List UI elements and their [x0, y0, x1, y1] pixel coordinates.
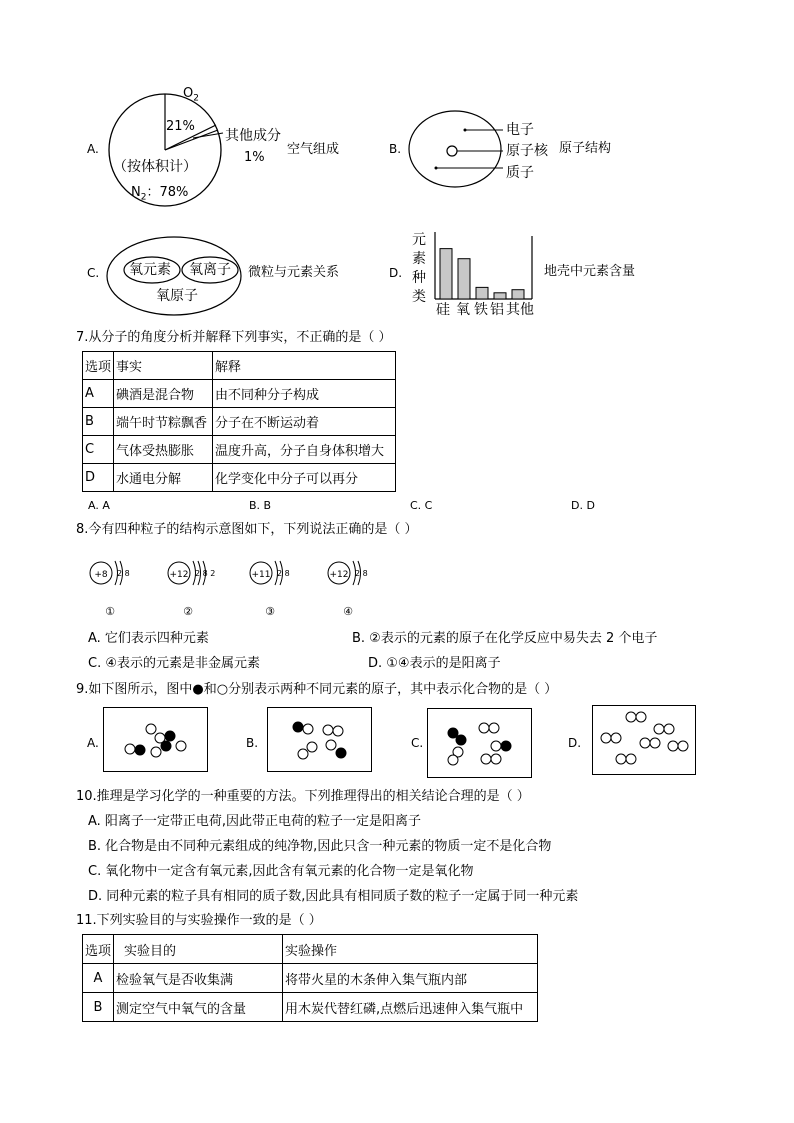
table-header-cell: 选项	[83, 935, 114, 964]
table-cell: 将带火星的木条伸入集气瓶内部	[283, 964, 538, 993]
black-atom	[161, 741, 171, 751]
option-c-letter: C.	[87, 266, 100, 280]
particle-diagram	[246, 558, 316, 620]
q7-stem: 7.从分子的角度分析并解释下列事实，不正确的是（ ）	[76, 330, 392, 345]
chart-bar-硅	[440, 249, 452, 299]
white-atom	[664, 724, 674, 734]
q7-table	[82, 351, 396, 492]
chart-bar-氧	[458, 259, 470, 299]
chart-ylabel	[412, 231, 430, 307]
o2-percent: 21%	[166, 119, 195, 134]
electron-label: 电子	[506, 122, 534, 138]
oxygen-element-label: 氧元素	[129, 262, 171, 278]
molecules-a	[125, 724, 186, 757]
black-atom	[456, 735, 466, 745]
table-cell: 温度升高，分子自身体积增大	[213, 436, 396, 464]
table-row	[83, 436, 396, 464]
table-row	[83, 993, 538, 1022]
white-atom	[626, 754, 636, 764]
particle-diagram	[86, 558, 156, 620]
table-cell: 碘酒是混合物	[114, 380, 213, 408]
nucleus-charge: +12	[169, 570, 189, 580]
white-atom	[146, 724, 156, 734]
molecule-box-d	[592, 705, 696, 775]
oxygen-atom-label: 氧原子	[156, 288, 198, 304]
other-components-label: 其他成分	[225, 128, 281, 144]
table-row	[83, 464, 396, 492]
molecules-c	[448, 723, 511, 765]
black-atom	[448, 728, 458, 738]
white-atom	[481, 754, 491, 764]
q10-stem: 10.推理是学习化学的一种重要的方法。下列推理得出的相关结论合理的是（ ）	[76, 789, 530, 804]
q8-option-a: A. 它们表示四种元素	[88, 631, 209, 646]
q8-stem: 8.今有四种粒子的结构示意图如下，下列说法正确的是（ ）	[76, 522, 418, 537]
white-atom	[636, 712, 646, 722]
o2-label: $O_2$	[183, 86, 199, 104]
q7-option-d: D. D	[571, 499, 595, 512]
white-atom	[640, 738, 650, 748]
table-cell: B	[83, 993, 114, 1022]
q10-option-c: C. 氧化物中一定含有氧元素,因此含有氧元素的化合物一定是氧化物	[88, 864, 474, 879]
white-atom	[323, 725, 333, 735]
table-cell: 水通电分解	[114, 464, 213, 492]
chart-bar-铝	[494, 293, 506, 299]
white-atom	[448, 755, 458, 765]
particle-label: ④	[343, 605, 353, 618]
white-atom	[678, 741, 688, 751]
table-cell: 测定空气中氧气的含量	[114, 993, 283, 1022]
black-atom	[336, 748, 346, 758]
black-atom	[165, 731, 175, 741]
white-atom	[668, 741, 678, 751]
particle-diagram	[164, 558, 234, 620]
white-atom	[489, 723, 499, 733]
table-header-cell: 选项	[83, 352, 114, 380]
chart-bar-铁	[476, 287, 488, 299]
atom-structure-caption: 原子结构	[559, 141, 612, 156]
white-atom	[176, 741, 186, 751]
particle-element-caption: 微粒与元素关系	[248, 265, 340, 280]
q11-table	[82, 934, 538, 1022]
table-cell: 检验氧气是否收集满	[114, 964, 283, 993]
table-cell: C	[83, 436, 114, 464]
option-a-letter: A.	[87, 142, 99, 156]
table-cell: 端午时节粽飘香	[114, 408, 213, 436]
table-header-row	[83, 935, 538, 964]
option-b-letter: B.	[389, 142, 402, 156]
q7-option-c: C. C	[410, 499, 433, 512]
shell-electrons: 2 8 2	[195, 569, 216, 578]
chart-bar-其他	[512, 290, 524, 299]
category-label: 铝	[490, 302, 504, 318]
table-cell: 由不同种分子构成	[213, 380, 396, 408]
oxygen-ion-label: 氧离子	[189, 262, 231, 278]
table-cell: 气体受热膨胀	[114, 436, 213, 464]
white-atom	[307, 742, 317, 752]
q10-option-b: B. 化合物是由不同种元素组成的纯净物,因此只含一种元素的物质一定不是化合物	[88, 839, 552, 854]
crust-chart-caption: 地壳中元素含量	[544, 264, 636, 279]
category-label: 铁	[474, 302, 488, 318]
molecules-d	[601, 712, 688, 764]
black-atom	[135, 745, 145, 755]
by-volume-label: （按体积计）	[113, 159, 197, 175]
q8-option-b: B. ②表示的元素的原子在化学反应中易失去 2 个电子	[352, 631, 658, 646]
ylabel-char: 类	[412, 289, 426, 305]
table-header-cell: 实验目的	[114, 935, 283, 964]
molecules-b	[293, 722, 346, 759]
white-atom	[479, 723, 489, 733]
table-row	[83, 380, 396, 408]
shell-electrons: 2 8	[117, 569, 130, 578]
table-cell: A	[83, 964, 114, 993]
table-row	[83, 408, 396, 436]
nucleus-label: 原子核	[506, 143, 548, 159]
table-cell: B	[83, 408, 114, 436]
table-cell: 分子在不断运动着	[213, 408, 396, 436]
shell-electrons: 2 8	[277, 569, 290, 578]
white-atom	[326, 740, 336, 750]
particle-diagram	[324, 558, 394, 620]
table-header-cell: 实验操作	[283, 935, 538, 964]
nucleus-circle	[447, 146, 457, 156]
particle-label: ①	[105, 605, 115, 618]
molecule-box-c	[427, 708, 532, 778]
white-atom	[125, 744, 135, 754]
white-atom	[298, 749, 308, 759]
option-d-letter: D.	[389, 266, 403, 280]
ylabel-char: 素	[412, 251, 426, 267]
q10-option-d: D. 同种元素的粒子具有相同的质子数,因此具有相同质子数的粒子一定属于同一种元素	[88, 889, 579, 904]
q8-option-c: C. ④表示的元素是非金属元素	[88, 656, 260, 671]
ylabel-char: 元	[412, 232, 426, 248]
particle-label: ②	[183, 605, 193, 618]
table-cell: D	[83, 464, 114, 492]
molecule-diagram-c	[428, 709, 531, 777]
table-row	[83, 964, 538, 993]
table-header-cell: 事实	[114, 352, 213, 380]
white-atom	[611, 733, 621, 743]
crust-element-chart	[434, 232, 534, 302]
ylabel-char: 种	[412, 270, 426, 286]
black-atom	[501, 741, 511, 751]
air-composition-caption: 空气组成	[287, 142, 340, 157]
q9-letter-a: A.	[87, 736, 99, 750]
molecule-diagram-d	[593, 706, 695, 774]
molecule-box-b	[267, 707, 372, 772]
nucleus-charge: +8	[94, 570, 108, 580]
q8-option-d: D. ①④表示的是阳离子	[368, 656, 501, 671]
molecule-box-a	[103, 707, 208, 772]
n2-label: $N_2$：78%	[131, 185, 189, 203]
particle-label: ③	[265, 605, 275, 618]
shell-electrons: 2 8	[355, 569, 368, 578]
particle-diagrams	[86, 558, 386, 620]
q7-option-a: A. A	[88, 499, 110, 512]
category-label: 氧	[456, 302, 470, 318]
q7-option-b: B. B	[249, 499, 272, 512]
table-cell: 用木炭代替红磷,点燃后迅速伸入集气瓶中	[283, 993, 538, 1022]
white-atom	[650, 738, 660, 748]
q10-option-a: A. 阳离子一定带正电荷,因此带正电荷的粒子一定是阳离子	[88, 814, 422, 829]
white-atom	[626, 712, 636, 722]
q9-letter-b: B.	[246, 736, 259, 750]
atom-outline	[409, 111, 501, 187]
white-atom	[616, 754, 626, 764]
category-label: 其他	[506, 302, 534, 318]
white-atom	[333, 726, 343, 736]
table-cell: 化学变化中分子可以再分	[213, 464, 396, 492]
molecule-diagram-b	[268, 708, 371, 771]
other-components-percent: 1%	[244, 150, 265, 165]
q11-stem: 11.下列实验目的与实验操作一致的是（ ）	[76, 913, 322, 928]
nucleus-charge: +12	[329, 570, 349, 580]
white-atom	[491, 741, 501, 751]
nucleus-charge: +11	[251, 570, 271, 580]
table-header-row	[83, 352, 396, 380]
white-atom	[601, 733, 611, 743]
white-atom	[654, 724, 664, 734]
white-atom	[303, 724, 313, 734]
q9-letter-d: D.	[568, 736, 582, 750]
white-atom	[151, 747, 161, 757]
molecule-diagram-a	[104, 708, 207, 771]
q9-letter-c: C.	[411, 736, 424, 750]
table-cell: A	[83, 380, 114, 408]
q9-stem: 9.如下图所示，图中●和○分别表示两种不同元素的原子，其中表示化合物的是（ ）	[76, 682, 558, 697]
white-atom	[491, 754, 501, 764]
table-header-cell: 解释	[213, 352, 396, 380]
black-atom	[293, 722, 303, 732]
proton-label: 质子	[506, 165, 534, 181]
category-label: 硅	[436, 302, 450, 318]
